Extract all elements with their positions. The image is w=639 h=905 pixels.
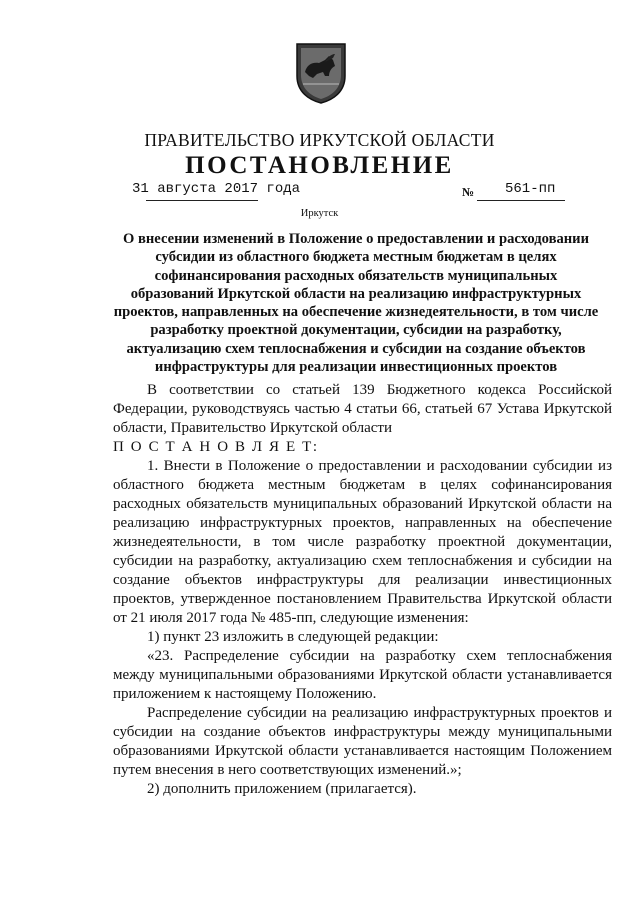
government-name: ПРАВИТЕЛЬСТВО ИРКУТСКОЙ ОБЛАСТИ: [144, 130, 495, 150]
decree-word: П О С Т А Н О В Л Я Е Т:: [113, 439, 319, 455]
date-underline: [146, 200, 258, 201]
quote-paragraph-1: «23. Распределение субсидии на разработку схем теплоснабжения между муниципальными образованиями Иркутской области устанавливается приложением к настоящему Положению.: [113, 648, 612, 702]
quote-paragraph-2: Распределение субсидии на реализацию инфраструктурных проектов и субсидии на создание объектов инфраструктуры между муниципальными образованиями Иркутской области устанавливается настоящим Положением путем внесения в него соответствующих изменений.»;: [113, 705, 612, 778]
city-name: Иркутск: [300, 208, 339, 219]
number-sign: №: [462, 185, 475, 199]
preamble-paragraph: В соответствии со статьей 139 Бюджетного кодекса Российской Федерации, руководствуясь частью 4 статьи 66, статьей 67 Устава Иркутской области, Правительство Иркутской области: [113, 382, 612, 436]
document-heading: О внесении изменений в Положение о предоставлении и расходовании субсидии из областного бюджета местным бюджетам в целях софинансирования расходных обязательств муниципальных образований Иркутской области на реализацию инфраструктурных проектов, направленных на обеспечение жизнедеятельности, в том числе разработку проектной документации, субсидии на разработку, актуализацию схем теплоснабжения и субсидии на создание объектов инфраструктуры для реализации инвестиционных проектов: [113, 231, 599, 376]
document-date: 31 августа 2017 года: [132, 181, 301, 197]
item-1-paragraph: 1. Внести в Положение о предоставлении и расходовании субсидии из областного бюджета местным бюджетам в целях софинансирования расходных обязательств муниципальных образований Иркутской области на реализацию инфраструктурных проектов, направленных на обеспечение жизнедеятельности, в том числе разработку проектной документации, субсидии на разработку, актуализацию схем теплоснабжения и субсидии на создание объектов инфраструктуры для реализации инвестиционных проектов, утвержденное постановлением Правительства Иркутской области от 21 июля 2017 года № 485-пп, следующие изменения:: [113, 458, 612, 626]
coat-of-arms-icon: [295, 42, 347, 104]
document-number: 561-пп: [505, 181, 556, 197]
sub-item-2: 2) дополнить приложением (прилагается).: [147, 781, 417, 797]
number-underline: [477, 200, 565, 201]
document-type-title: ПОСТАНОВЛЕНИЕ: [185, 152, 454, 179]
sub-item-1: 1) пункт 23 изложить в следующей редакции:: [147, 629, 439, 645]
document-body: [113, 381, 612, 799]
